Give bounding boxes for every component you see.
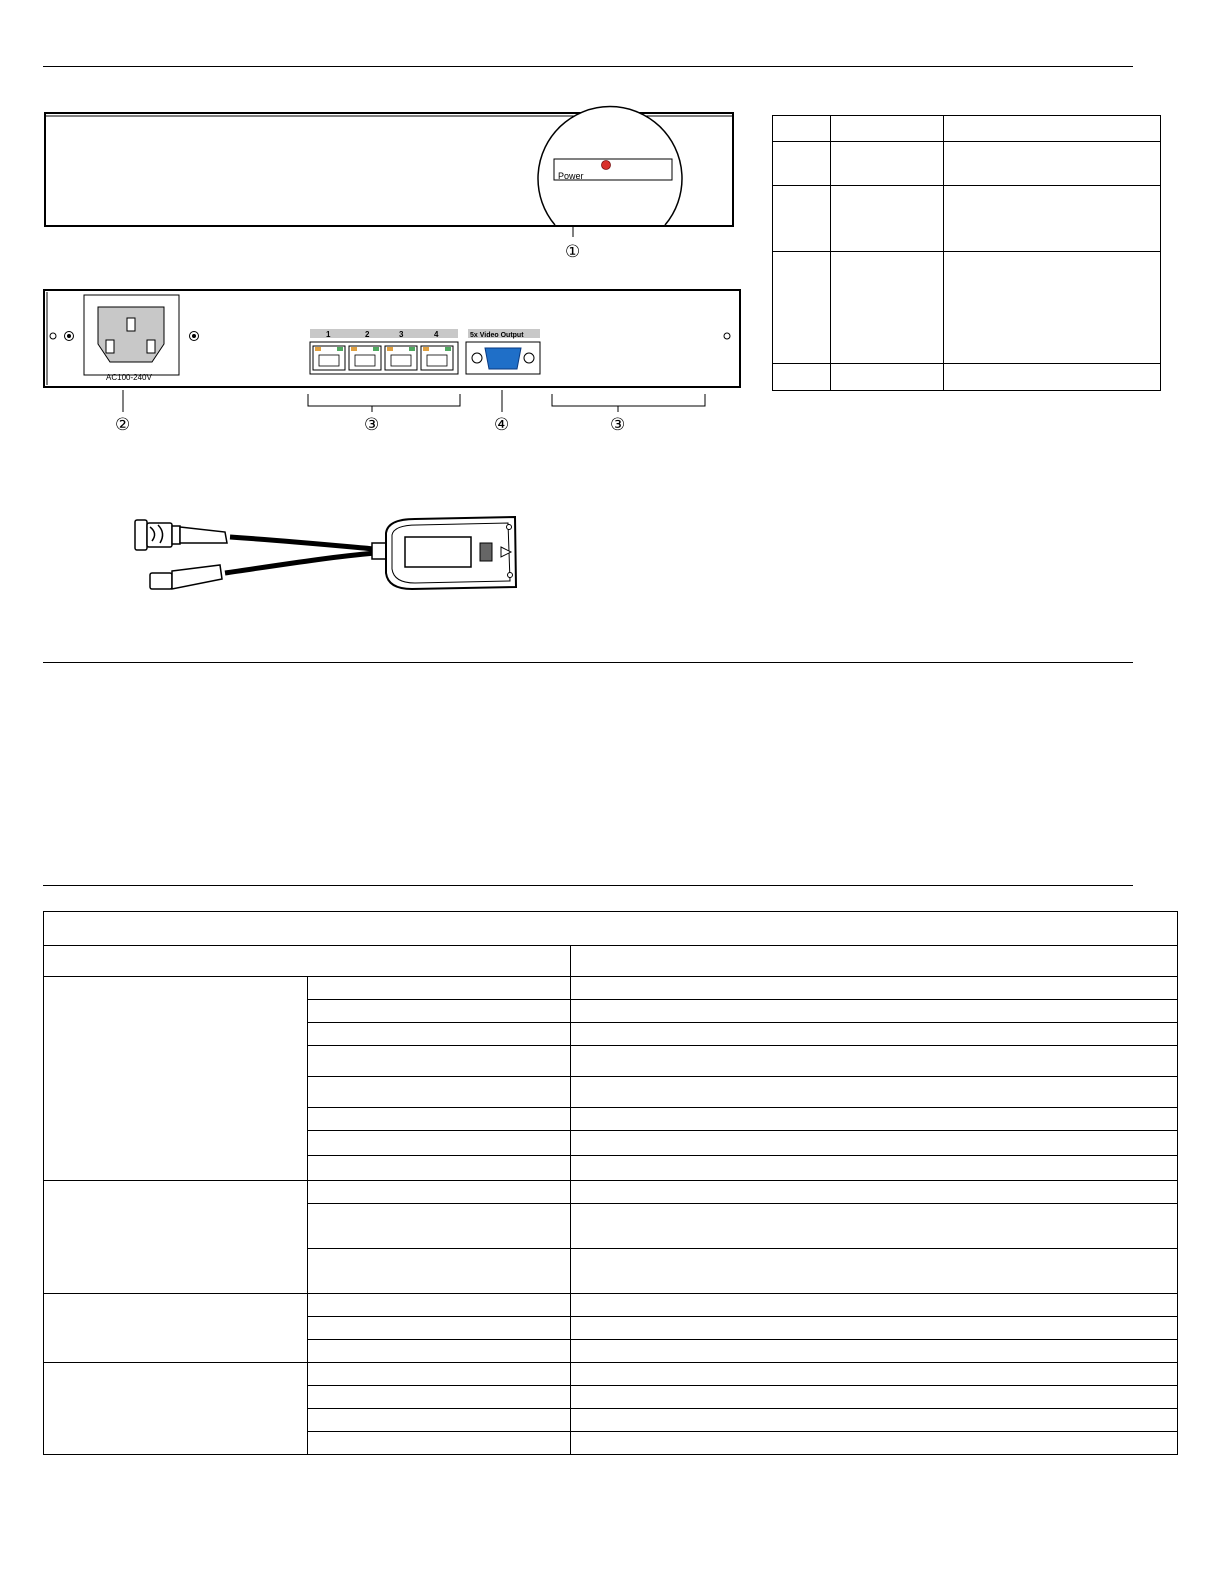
- power-rating: AC100-240V: [106, 373, 152, 382]
- spec-group-4: [44, 1363, 308, 1455]
- table-row: [773, 116, 1161, 142]
- component-legend-table: [772, 115, 1161, 391]
- table-row: [44, 1294, 1178, 1317]
- power-plug-connector: [150, 565, 222, 589]
- top-rule: [43, 66, 1133, 67]
- table-row: [44, 1363, 1178, 1386]
- power-label: Power: [558, 171, 584, 181]
- bnc-connector: [135, 520, 227, 550]
- front-panel-diagram: [40, 105, 740, 265]
- callout-1: ①: [565, 242, 581, 261]
- adapter-label-window: [405, 537, 471, 567]
- cable-lower: [225, 553, 375, 573]
- table-row: [44, 1181, 1178, 1204]
- rj45-port-3: [385, 346, 417, 370]
- spec-header-row: [44, 946, 1178, 977]
- screw-right: [724, 333, 730, 339]
- power-socket: [98, 307, 164, 362]
- cable-upper: [230, 537, 375, 549]
- spec-group-3: [44, 1294, 308, 1363]
- table-row: [44, 977, 1178, 1000]
- adapter-indicator: [480, 543, 492, 561]
- screw-left: [50, 333, 56, 339]
- port-number-2: 2: [365, 330, 370, 339]
- table-row: [773, 186, 1161, 252]
- rj45-port-1: [313, 346, 345, 370]
- rj45-port-4: [421, 346, 453, 370]
- spec-group-1: [44, 977, 308, 1181]
- rj45-port-2: [349, 346, 381, 370]
- cable-adapter-diagram: [130, 505, 540, 615]
- port-number-1: 1: [326, 330, 331, 339]
- vga-port: [485, 348, 521, 369]
- callout-2: ②: [115, 415, 131, 434]
- section-rule-1: [43, 662, 1133, 663]
- table-row: [773, 142, 1161, 186]
- callout-4: ④: [494, 415, 510, 434]
- callout-3a: ③: [364, 415, 380, 434]
- spec-title-row: [44, 912, 1178, 946]
- port-number-3: 3: [399, 330, 404, 339]
- rear-panel-diagram: [40, 282, 750, 442]
- power-led: [602, 161, 611, 170]
- table-row: [773, 364, 1161, 391]
- spec-group-2: [44, 1181, 308, 1294]
- video-label: 5x Video Output: [470, 332, 524, 339]
- table-row: [773, 252, 1161, 364]
- port-number-4: 4: [434, 330, 439, 339]
- callout-3b: ③: [610, 415, 626, 434]
- specification-table: [43, 911, 1178, 1455]
- section-rule-2: [43, 885, 1133, 886]
